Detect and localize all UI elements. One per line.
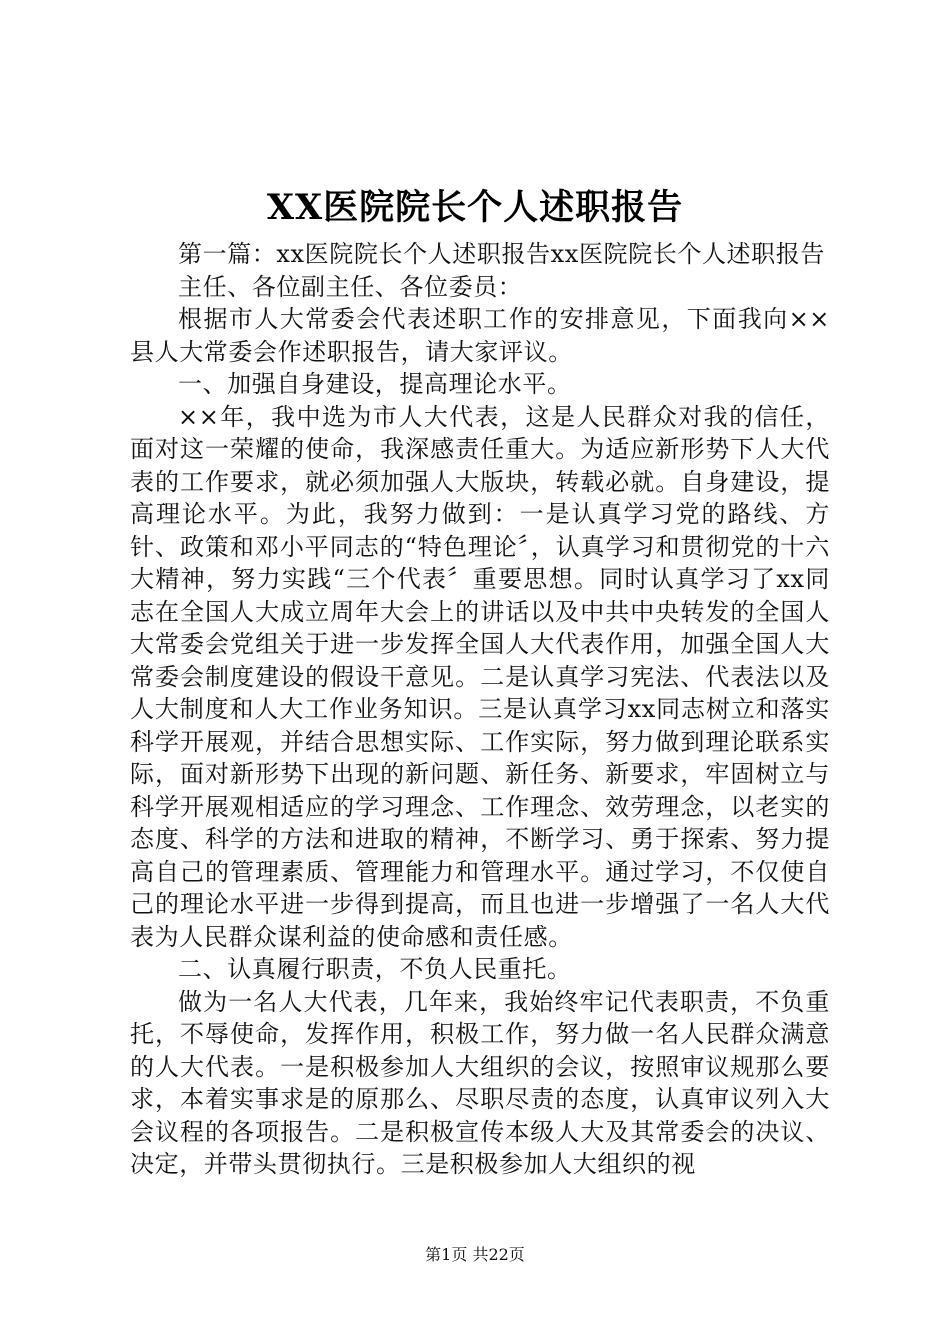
paragraph-section-2: 做为一名人大代表，几年来，我始终牢记代表职责，不负重托，不辱使命，发挥作用，积极工作，努力做一名人民群众满意的人大代表。一是积极参加人大组织的会议，按照审议规那么要求，本着实事求是的原那么、尽职尽责的态度，认真审议列入大会议程的各项报告。二是积极宣传本级人大及其常委会的决议、决定，并带头贯彻执行。三是积极参加人大组织的视 — [130, 987, 830, 1178]
section-heading-2: 二、认真履行职责，不负人民重托。 — [178, 955, 572, 983]
paragraph-intro: 根据市人大常委会代表述职工作的安排意见，下面我向××县人大常委会作述职报告，请大家评议。 — [130, 305, 830, 366]
paragraph-heading-line: 第一篇：xx医院院长个人述职报告xx医院院长个人述职报告 — [178, 240, 825, 268]
page-number-footer: 第1页 共22页 — [425, 1245, 525, 1264]
document-body — [130, 238, 830, 1181]
paragraph-section-1: ××年，我中选为市人大代表，这是人民群众对我的信任，面对这一荣耀的使命，我深感责任重大。为适应新形势下人大代表的工作要求，就必须加强人大版块，转载必就。自身建设，提高理论水平。为此，我努力做到：一是认真学习党的路线、方针、政策和邓小平同志的“特色理论〞，认真学习和贯彻党的十六大精神，努力实践“三个代表〞重要思想。同时认真学习了xx同志在全国人大成立周年大会上的讲话以及中共中央转发的全国人大常委会党组关于进一步发挥全国人大代表作用，加强全国人大常委会制度建设的假设干意见。二是认真学习宪法、代表法以及人大制度和人大工作业务知识。三是认真学习xx同志树立和落实科学开展观，并结合思想实际、工作实际，努力做到理论联系实际，面对新形势下出现的新问题、新任务、新要求，牢固树立与科学开展观相适应的学习理念、工作理念、效劳理念，以老实的态度、科学的方法和进取的精神，不断学习、勇于探索、努力提高自己的管理素质、管理能力和管理水平。通过学习，不仅使自己的理论水平进一步得到提高，而且也进一步增强了一名人大代表为人民群众谋利益的使命感和责任感。 — [130, 402, 830, 951]
section-heading-1: 一、加强自身建设，提高理论水平。 — [178, 370, 572, 398]
paragraph-salutation: 主任、各位副主任、各位委员： — [178, 272, 523, 301]
document-title: XX医院院长个人述职报告 — [266, 187, 684, 228]
